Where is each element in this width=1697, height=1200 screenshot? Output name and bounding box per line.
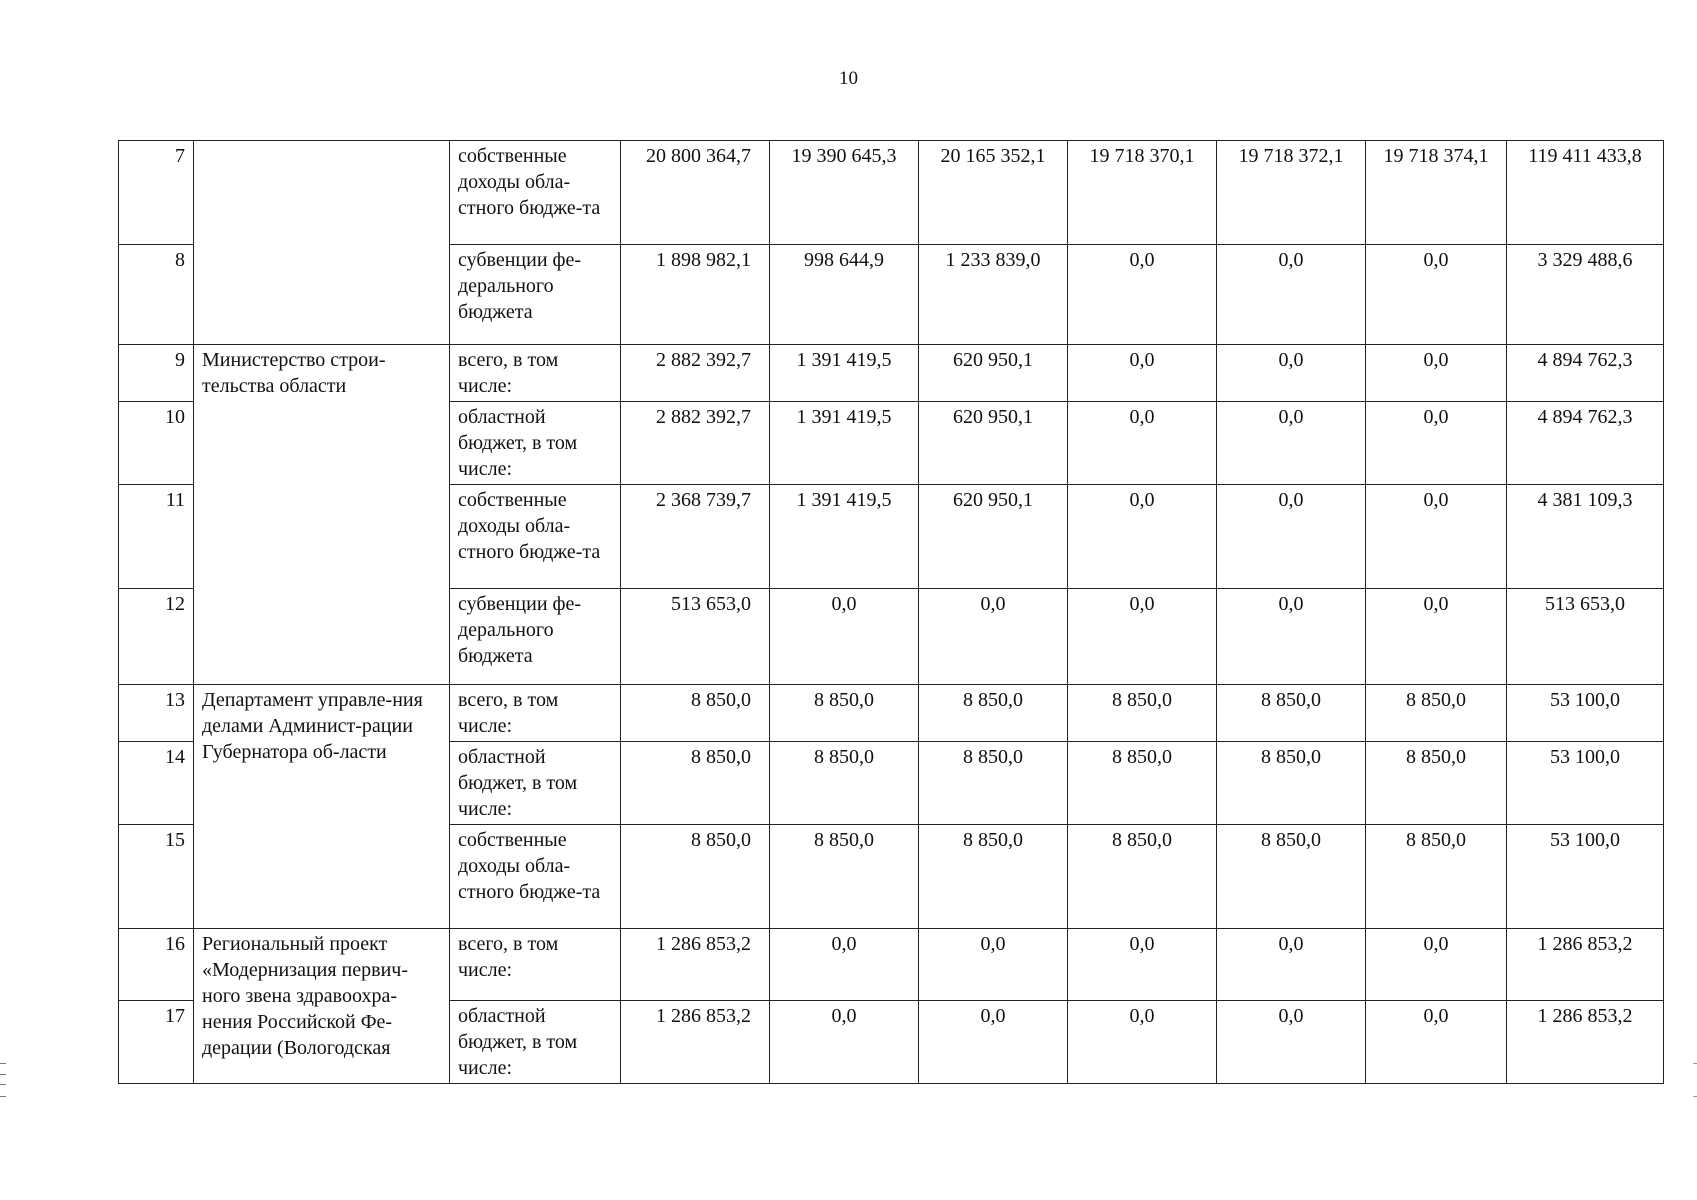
budget-table	[118, 140, 1664, 1084]
value-cell: 0,0	[1217, 345, 1366, 402]
value-cell: 620 950,1	[919, 402, 1068, 485]
funding-source-cell: субвенции фе-дерального бюджета	[450, 589, 621, 685]
funding-source-cell: областной бюджет, в том числе:	[450, 1001, 621, 1084]
value-cell: 0,0	[1366, 402, 1507, 485]
value-cell: 8 850,0	[1217, 742, 1366, 825]
value-cell: 1 286 853,2	[1507, 1001, 1664, 1084]
value-cell: 8 850,0	[1217, 685, 1366, 742]
value-cell: 0,0	[919, 1001, 1068, 1084]
table-row	[119, 929, 1664, 1001]
value-cell: 53 100,0	[1507, 742, 1664, 825]
value-cell: 2 882 392,7	[621, 345, 770, 402]
scan-margin-mark-right	[1693, 1063, 1697, 1097]
value-cell: 0,0	[1068, 245, 1217, 345]
value-cell: 0,0	[1366, 929, 1507, 1001]
funding-source-cell: собственные доходы обла-стного бюдже-та	[450, 485, 621, 589]
value-cell: 8 850,0	[770, 685, 919, 742]
value-cell: 0,0	[1217, 245, 1366, 345]
value-cell: 0,0	[1068, 345, 1217, 402]
row-number: 12	[119, 589, 194, 685]
funding-source-cell: всего, в том числе:	[450, 685, 621, 742]
organization-cell	[194, 141, 450, 345]
value-cell: 1 391 419,5	[770, 402, 919, 485]
value-cell: 0,0	[1068, 589, 1217, 685]
funding-source-cell: собственные доходы обла-стного бюдже-та	[450, 141, 621, 245]
value-cell: 8 850,0	[1366, 742, 1507, 825]
value-cell: 2 368 739,7	[621, 485, 770, 589]
value-cell: 1 233 839,0	[919, 245, 1068, 345]
row-number: 13	[119, 685, 194, 742]
value-cell: 8 850,0	[1068, 825, 1217, 929]
row-number: 9	[119, 345, 194, 402]
value-cell: 4 894 762,3	[1507, 345, 1664, 402]
value-cell: 0,0	[1366, 345, 1507, 402]
value-cell: 0,0	[919, 589, 1068, 685]
page-number: 10	[839, 68, 858, 89]
value-cell: 0,0	[1068, 1001, 1217, 1084]
value-cell: 8 850,0	[1366, 685, 1507, 742]
scan-margin-mark	[0, 1063, 6, 1097]
value-cell: 0,0	[1366, 1001, 1507, 1084]
value-cell: 8 850,0	[770, 742, 919, 825]
organization-cell: Региональный проект «Модернизация первич-ного звена здравоохра-нения Российской Фе-дерации (Вологодская	[194, 929, 450, 1084]
value-cell: 19 390 645,3	[770, 141, 919, 245]
value-cell: 8 850,0	[621, 825, 770, 929]
value-cell: 0,0	[1217, 485, 1366, 589]
value-cell: 0,0	[770, 1001, 919, 1084]
funding-source-cell: всего, в том числе:	[450, 345, 621, 402]
value-cell: 53 100,0	[1507, 825, 1664, 929]
row-number: 16	[119, 929, 194, 1001]
value-cell: 1 286 853,2	[1507, 929, 1664, 1001]
value-cell: 1 286 853,2	[621, 1001, 770, 1084]
funding-source-cell: собственные доходы обла-стного бюдже-та	[450, 825, 621, 929]
value-cell: 0,0	[919, 929, 1068, 1001]
value-cell: 0,0	[770, 589, 919, 685]
value-cell: 8 850,0	[1366, 825, 1507, 929]
value-cell: 513 653,0	[1507, 589, 1664, 685]
value-cell: 513 653,0	[621, 589, 770, 685]
value-cell: 620 950,1	[919, 345, 1068, 402]
value-cell: 0,0	[1217, 1001, 1366, 1084]
value-cell: 20 165 352,1	[919, 141, 1068, 245]
value-cell: 2 882 392,7	[621, 402, 770, 485]
value-cell: 8 850,0	[1068, 685, 1217, 742]
value-cell: 0,0	[1217, 929, 1366, 1001]
value-cell: 20 800 364,7	[621, 141, 770, 245]
row-number: 8	[119, 245, 194, 345]
row-number: 7	[119, 141, 194, 245]
value-cell: 8 850,0	[1217, 825, 1366, 929]
funding-source-cell: областной бюджет, в том числе:	[450, 402, 621, 485]
value-cell: 0,0	[1366, 485, 1507, 589]
funding-source-cell: всего, в том числе:	[450, 929, 621, 1001]
value-cell: 8 850,0	[621, 742, 770, 825]
row-number: 17	[119, 1001, 194, 1084]
value-cell: 0,0	[1217, 589, 1366, 685]
value-cell: 1 391 419,5	[770, 345, 919, 402]
funding-source-cell: субвенции фе-дерального бюджета	[450, 245, 621, 345]
value-cell: 19 718 372,1	[1217, 141, 1366, 245]
value-cell: 8 850,0	[919, 742, 1068, 825]
value-cell: 8 850,0	[770, 825, 919, 929]
table-row	[119, 141, 1664, 245]
table-row	[119, 685, 1664, 742]
organization-cell: Департамент управле-ния делами Админист-рации Губернатора об-ласти	[194, 685, 450, 929]
value-cell: 0,0	[1068, 402, 1217, 485]
value-cell: 8 850,0	[919, 825, 1068, 929]
table-row	[119, 345, 1664, 402]
value-cell: 53 100,0	[1507, 685, 1664, 742]
value-cell: 0,0	[1217, 402, 1366, 485]
value-cell: 0,0	[1068, 485, 1217, 589]
value-cell: 620 950,1	[919, 485, 1068, 589]
row-number: 14	[119, 742, 194, 825]
value-cell: 19 718 374,1	[1366, 141, 1507, 245]
row-number: 15	[119, 825, 194, 929]
value-cell: 0,0	[1366, 589, 1507, 685]
value-cell: 119 411 433,8	[1507, 141, 1664, 245]
value-cell: 0,0	[1366, 245, 1507, 345]
organization-cell: Министерство строи-тельства области	[194, 345, 450, 685]
value-cell: 998 644,9	[770, 245, 919, 345]
value-cell: 19 718 370,1	[1068, 141, 1217, 245]
row-number: 11	[119, 485, 194, 589]
value-cell: 1 391 419,5	[770, 485, 919, 589]
funding-source-cell: областной бюджет, в том числе:	[450, 742, 621, 825]
value-cell: 4 894 762,3	[1507, 402, 1664, 485]
value-cell: 8 850,0	[621, 685, 770, 742]
value-cell: 0,0	[770, 929, 919, 1001]
value-cell: 1 898 982,1	[621, 245, 770, 345]
value-cell: 8 850,0	[919, 685, 1068, 742]
row-number: 10	[119, 402, 194, 485]
value-cell: 1 286 853,2	[621, 929, 770, 1001]
value-cell: 8 850,0	[1068, 742, 1217, 825]
value-cell: 3 329 488,6	[1507, 245, 1664, 345]
value-cell: 4 381 109,3	[1507, 485, 1664, 589]
value-cell: 0,0	[1068, 929, 1217, 1001]
